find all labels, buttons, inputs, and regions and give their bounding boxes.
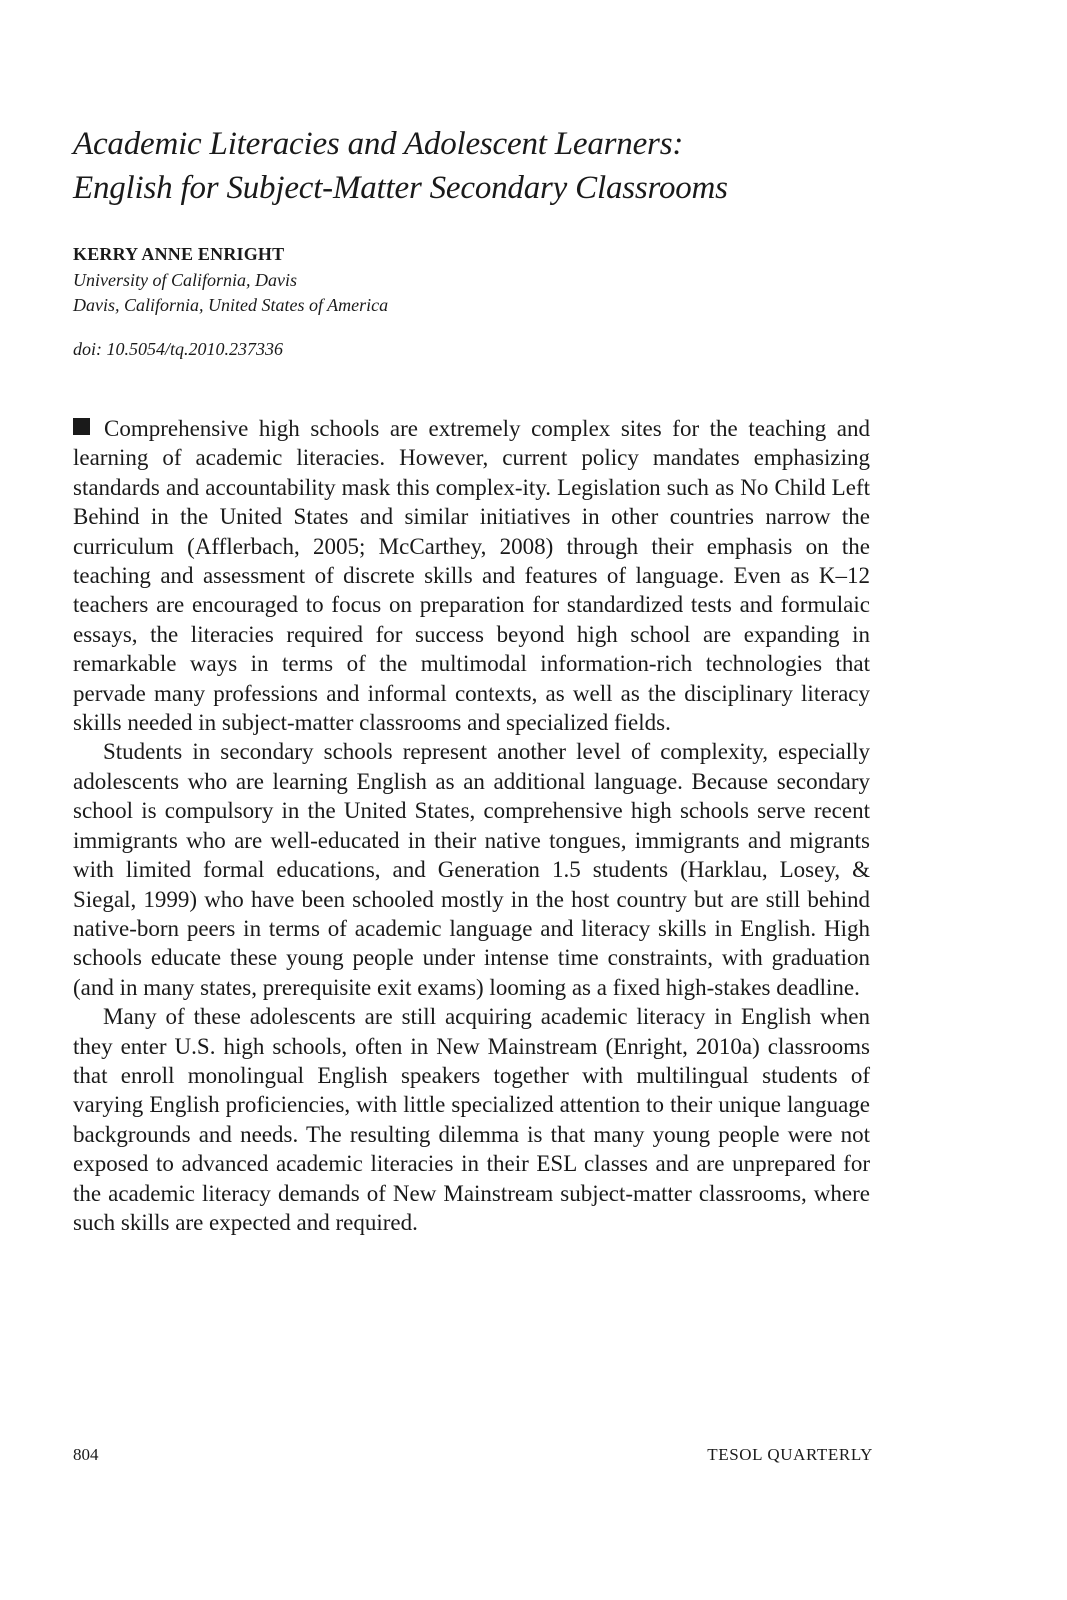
body-paragraph-1-text: Comprehensive high schools are extremely complex sites for the teaching and learning of academic literacies. However, current policy mandates emphasizing standards and accountability mask this complex-ity. Legislation such as No Child Left Behind in the United States and similar initiatives in other countries narrow the curriculum (Afflerbach, 2005; McCarthey, 2008) through their emphasis on the teaching and assessment of discrete skills and features of language. Even as K–12 teachers are encouraged to focus on preparation for standardized tests and formulaic essays, the literacies required for success beyond high school are expanding in remarkable ways in terms of the multimodal information-rich technologies that pervade many professions and informal contexts, as well as the disciplinary literacy skills needed in subject-matter classrooms and specialized fields. xyxy=(73,416,870,736)
page-number: 804 xyxy=(73,1445,99,1464)
body-paragraph-3: Many of these adolescents are still acquiring academic literacy in English when they enter U.S. high schools, often in New Mainstream (Enright, 2010a) classrooms that enroll monolingual English speakers together with multilingual students of varying English proficiencies, with little specialized attention to their unique language backgrounds and needs. The resulting dilemma is that many young people were not exposed to advanced academic literacies in their ESL classes and are unprepared for the academic literacy demands of New Mainstream subject-matter classrooms, where such skills are expected and required. xyxy=(73,1004,870,1235)
author-name: KERRY ANNE ENRIGHT xyxy=(73,244,285,264)
article-title xyxy=(73,122,873,210)
article-body xyxy=(73,414,870,1237)
section-marker-square-icon xyxy=(73,418,90,435)
body-paragraph-1 xyxy=(73,414,870,737)
author-block xyxy=(73,240,873,318)
author-affiliation-1: University of California, Davis xyxy=(73,270,297,290)
doi: doi: 10.5054/tq.2010.237336 xyxy=(73,339,283,359)
article-title-line-1: Academic Literacies and Adolescent Learners: xyxy=(73,126,684,162)
article-title-line-2: English for Subject-Matter Secondary Classrooms xyxy=(73,170,728,206)
journal-name: TESOL QUARTERLY xyxy=(707,1445,873,1464)
author-affiliation-2: Davis, California, United States of America xyxy=(73,295,389,315)
body-paragraph-2: Students in secondary schools represent another level of complexity, especially adolescents who are learning English as an additional language. Because secondary school is compulsory in the United States, comprehensive high schools serve recent immigrants who are well-educated in their native tongues, immigrants and migrants with limited formal educations, and Generation 1.5 students (Harklau, Losey, & Siegal, 1999) who have been schooled mostly in the host country but are still behind native-born peers in terms of academic language and literacy skills in English. High schools educate these young people under intense time constraints, with graduation (and in many states, prerequisite exit exams) looming as a fixed high-stakes deadline. xyxy=(73,739,870,1000)
article-page xyxy=(73,0,873,1600)
